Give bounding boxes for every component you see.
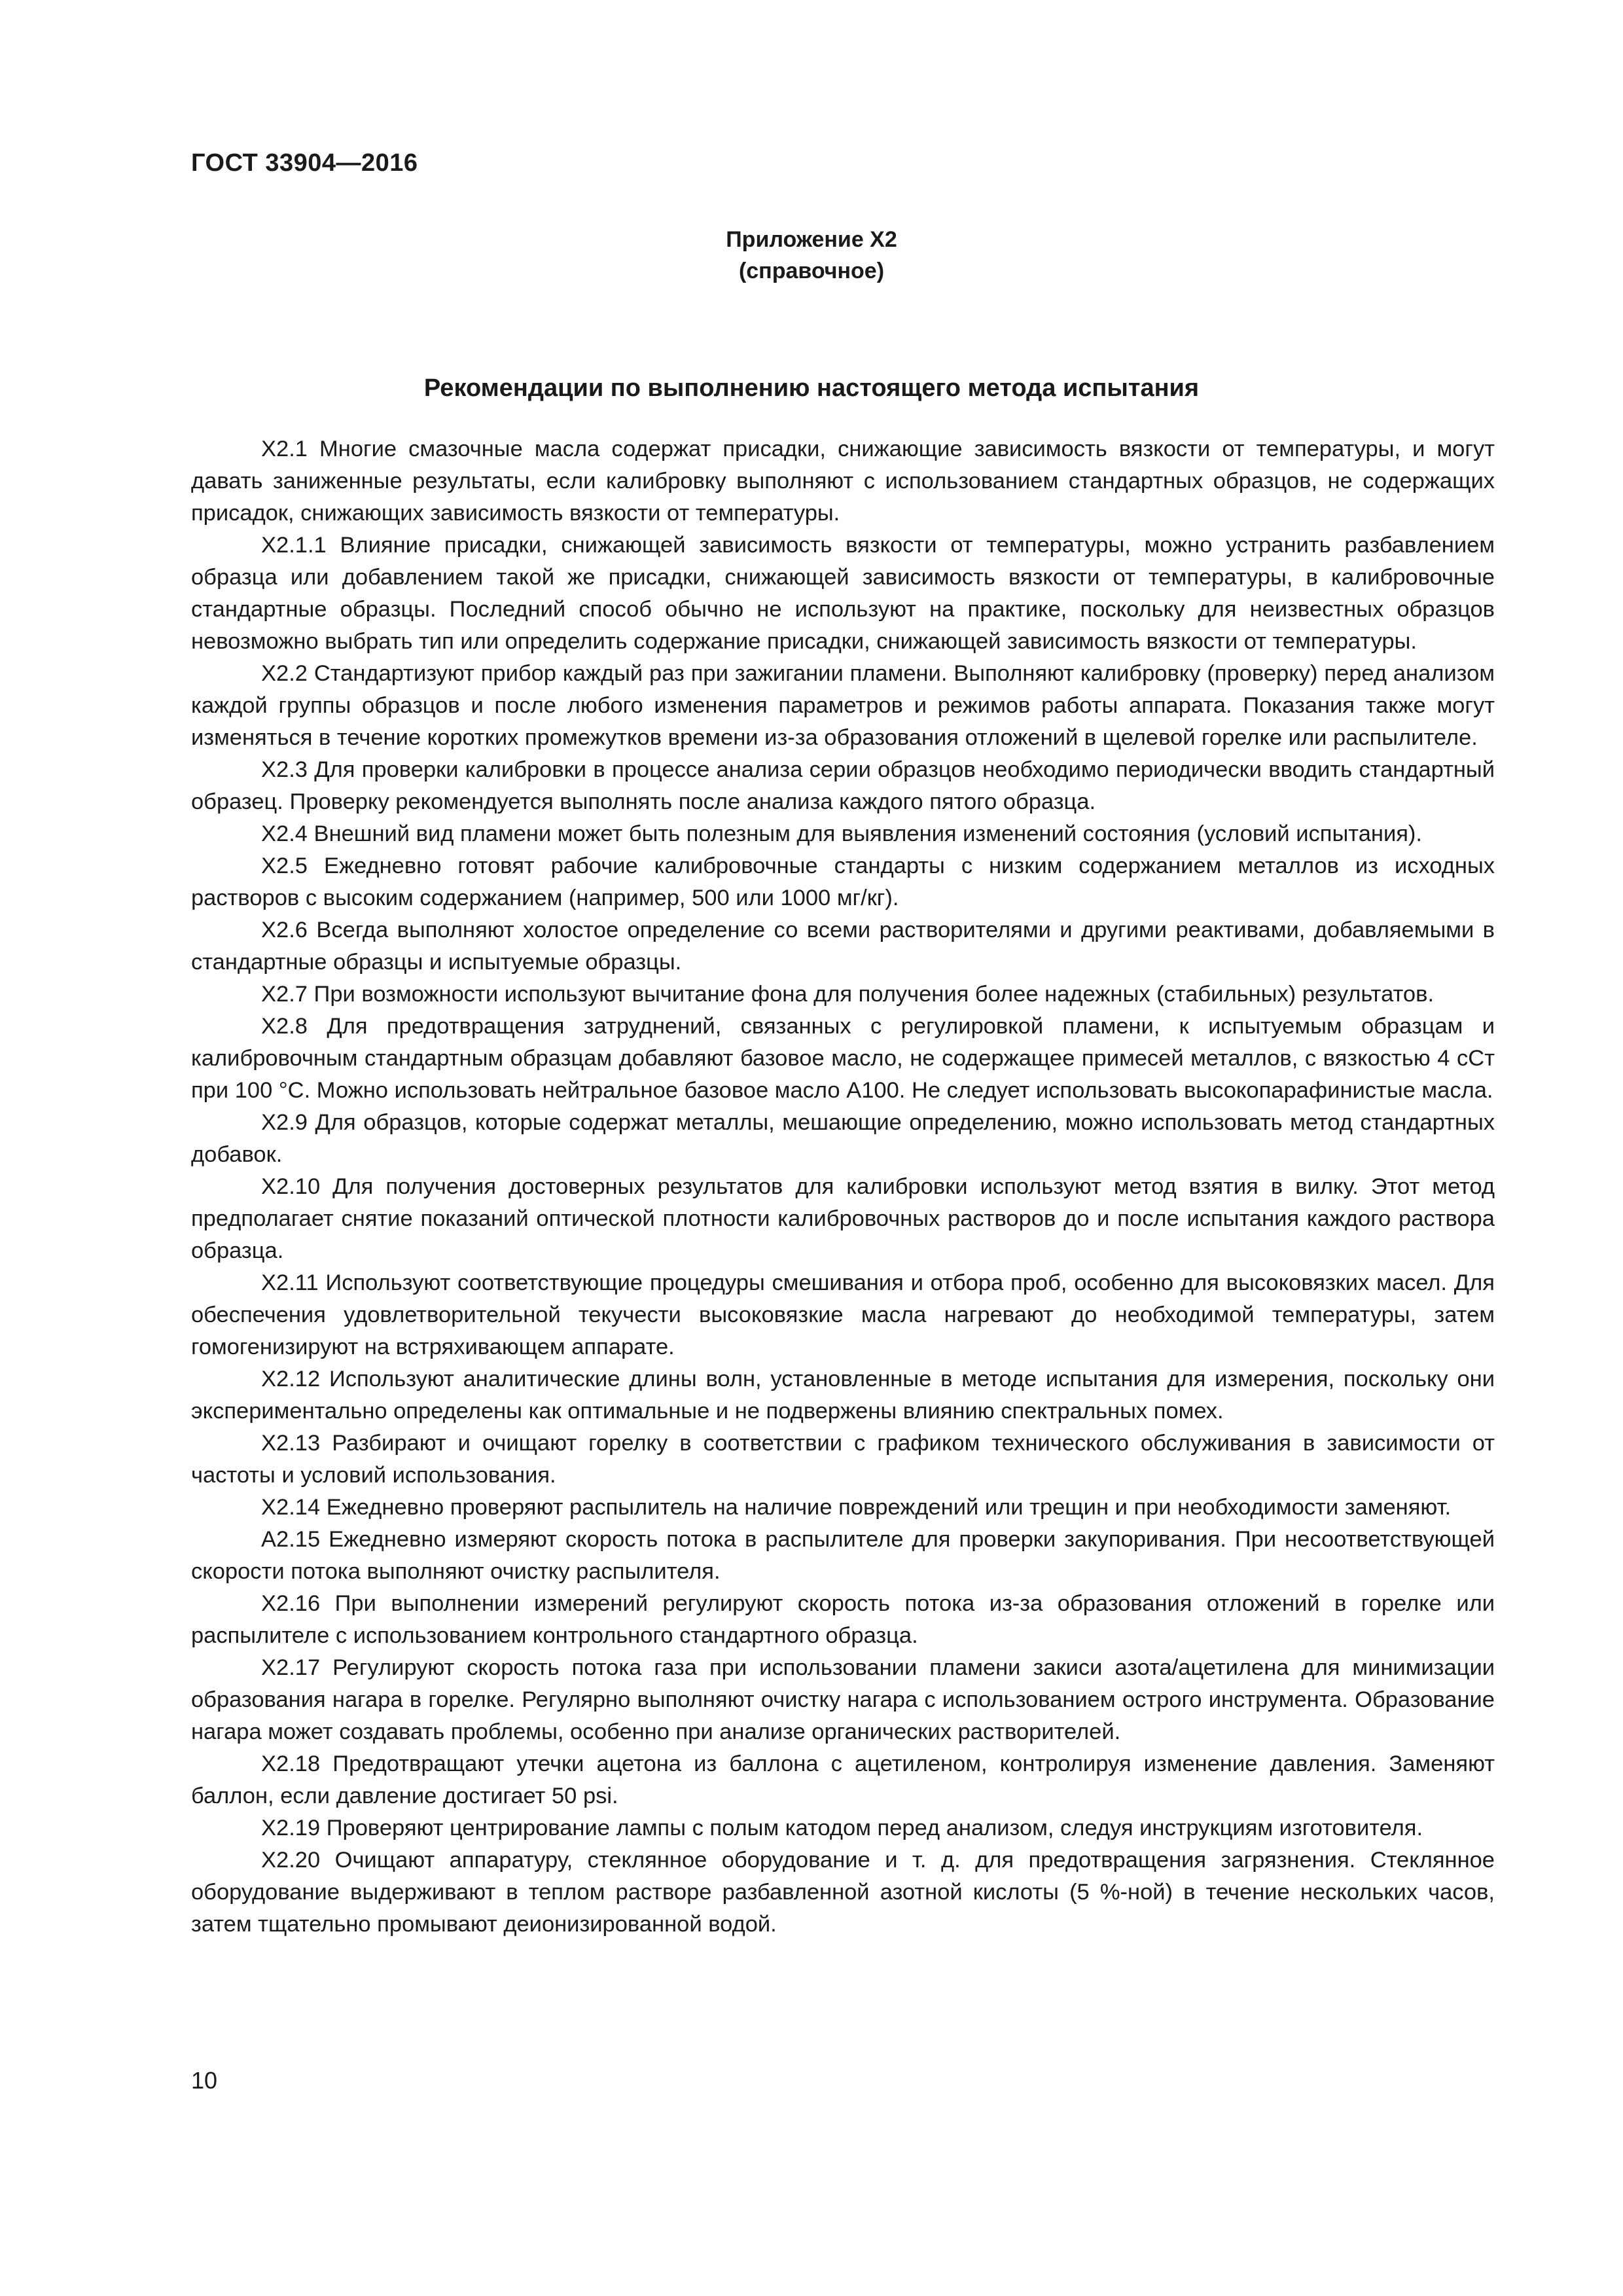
paragraph-x2-12: Х2.12 Используют аналитические длины волн, установленные в методе испытания для измерения, поскольку они экспериментально определены как оптимальные и не подвержены влиянию спектральных помех. bbox=[191, 1367, 1495, 1424]
paragraph-x2-2: Х2.2 Стандартизуют прибор каждый раз при зажигании пламени. Выполняют калибровку (проверку) перед анализом каждой группы образцов и после любого изменения параметров и режимов работы аппарата. Показания также могут изменяться в течение коротких промежутков времени из-за образования отложений в щелевой горелке или распылителе. bbox=[191, 661, 1495, 750]
paragraph-x2-5: Х2.5 Ежедневно готовят рабочие калибровочные стандарты с низким содержанием металлов из исходных растворов с высоким содержанием (например, 500 или 1000 мг/кг). bbox=[191, 853, 1495, 910]
paragraph-x2-18: Х2.18 Предотвращают утечки ацетона из баллона с ацетиленом, контролируя изменение давления. Заменяют баллон, если давление достигает 50 psi. bbox=[191, 1751, 1495, 1808]
paragraph-a2-15: А2.15 Ежедневно измеряют скорость потока в распылителе для проверки закупоривания. При несоответствующей скорости потока выполняют очистку распылителя. bbox=[191, 1527, 1495, 1584]
paragraph-x2-3: Х2.3 Для проверки калибровки в процессе анализа серии образцов необходимо периодически вводить стандартный образец. Проверку рекомендуется выполнять после анализа каждого пятого образца. bbox=[191, 757, 1495, 814]
annex-title: Приложение Х2 bbox=[726, 227, 897, 252]
document-code: ГОСТ 33904—2016 bbox=[191, 149, 418, 177]
paragraph-x2-7: Х2.7 При возможности используют вычитание фона для получения более надежных (стабильных) результатов. bbox=[261, 982, 1435, 1007]
body-text bbox=[191, 433, 1495, 1941]
paragraph-x2-16: Х2.16 При выполнении измерений регулируют скорость потока из-за образования отложений в горелке или распылителе с использованием контрольного стандартного образца. bbox=[191, 1591, 1495, 1648]
paragraph-x2-9: Х2.9 Для образцов, которые содержат металлы, мешающие определению, можно использовать метод стандартных добавок. bbox=[191, 1110, 1495, 1167]
section-title: Рекомендации по выполнению настоящего метода испытания bbox=[423, 374, 1200, 402]
paragraph-x2-1-1: Х2.1.1 Влияние присадки, снижающей зависимость вязкости от температуры, можно устранить разбавлением образца или добавлением такой же присадки, снижающей зависимость вязкости от температуры, в калибровочные стандартные образцы. Последний способ обычно не используют на практике, поскольку для неизвестных образцов невозможно выбрать тип или определить содержание присадки, снижающей зависимость вязкости от температуры. bbox=[191, 533, 1495, 654]
paragraph-x2-20: Х2.20 Очищают аппаратуру, стеклянное оборудование и т. д. для предотвращения загрязнения. Стеклянное оборудование выдерживают в теплом растворе разбавленной азотной кислоты (5 %-ной) в течение нескольких часов, затем тщательно промывают деионизированной водой. bbox=[191, 1848, 1495, 1937]
page-number: 10 bbox=[191, 2067, 218, 2094]
paragraph-x2-14: Х2.14 Ежедневно проверяют распылитель на наличие повреждений или трещин и при необходимости заменяют. bbox=[261, 1495, 1452, 1520]
paragraph-x2-1: Х2.1 Многие смазочные масла содержат присадки, снижающие зависимость вязкости от температуры, и могут давать заниженные результаты, если калибровку выполняют с использованием стандартных образцов, не содержащих присадок, снижающих зависимость вязкости от температуры. bbox=[191, 437, 1495, 526]
paragraph-x2-4: Х2.4 Внешний вид пламени может быть полезным для выявления изменений состояния (условий испытания). bbox=[261, 821, 1422, 846]
paragraph-x2-10: Х2.10 Для получения достоверных результатов для калибровки используют метод взятия в вилку. Этот метод предполагает снятие показаний оптической плотности калибровочных растворов до и после испытания каждого раствора образца. bbox=[191, 1174, 1495, 1263]
paragraph-x2-19: Х2.19 Проверяют центрирование лампы с полым катодом перед анализом, следуя инструкциям изготовителя. bbox=[261, 1816, 1423, 1840]
paragraph-x2-6: Х2.6 Всегда выполняют холостое определение со всеми растворителями и другими реактивами, добавляемыми в стандартные образцы и испытуемые образцы. bbox=[191, 918, 1495, 975]
paragraph-x2-8: Х2.8 Для предотвращения затруднений, связанных с регулировкой пламени, к испытуемым образцам и калибровочным стандартным образцам добавляют базовое масло, не содержащее примесей металлов, с вязкостью 4 сСт при 100 °С. Можно использовать нейтральное базовое масло А100. Не следует использовать высокопарафинистые масла. bbox=[191, 1014, 1495, 1103]
paragraph-x2-13: Х2.13 Разбирают и очищают горелку в соответствии с графиком технического обслуживания в зависимости от частоты и условий использования. bbox=[191, 1431, 1495, 1488]
paragraph-x2-17: Х2.17 Регулируют скорость потока газа при использовании пламени закиси азота/ацетилена для минимизации образования нагара в горелке. Регулярно выполняют очистку нагара с использованием острого инструмента. Образование нагара может создавать проблемы, особенно при анализе органических растворителей. bbox=[191, 1655, 1495, 1744]
annex-type: (справочное) bbox=[738, 259, 885, 283]
paragraph-x2-11: Х2.11 Используют соответствующие процедуры смешивания и отбора проб, особенно для высоковязких масел. Для обеспечения удовлетворительной текучести высоковязкие масла нагревают до необходимой температуры, затем гомогенизируют на встряхивающем аппарате. bbox=[191, 1270, 1495, 1359]
